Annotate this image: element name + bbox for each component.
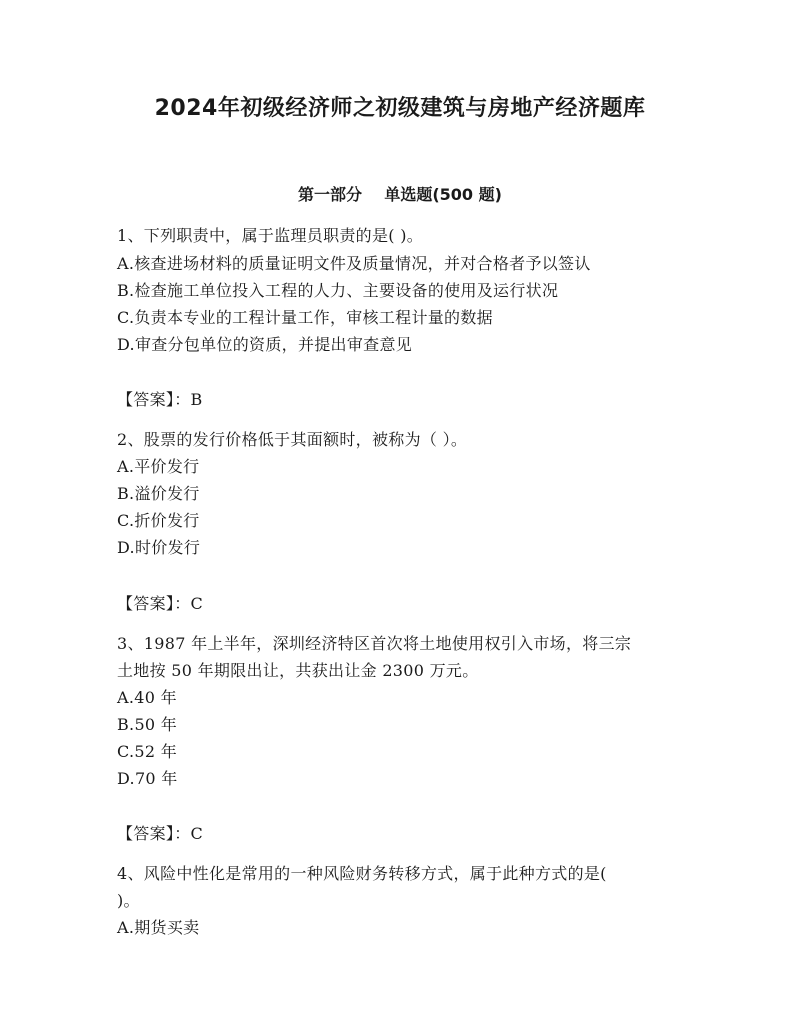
- question-1-option-c: C.负责本专业的工程计量工作，审核工程计量的数据: [117, 308, 493, 327]
- section-heading: 第一部分 单选题(500 题): [298, 185, 502, 204]
- question-2-option-d: D.时价发行: [117, 538, 201, 557]
- answer-value: B: [190, 390, 203, 409]
- question-3-answer: [117, 822, 203, 846]
- answer-label: 【答案】：: [117, 824, 191, 843]
- question-1-stem: 1、下列职责中，属于监理员职责的是( )。: [117, 226, 424, 245]
- question-3-option-b: B.50 年: [117, 715, 178, 734]
- answer-value: C: [190, 594, 204, 613]
- answer-label: 【答案】：: [117, 390, 191, 409]
- answer-value: C: [190, 824, 204, 843]
- question-4-stem-line-2: )。: [117, 891, 140, 910]
- question-1-option-a: A.核查进场材料的质量证明文件及质量情况，并对合格者予以签认: [117, 254, 591, 273]
- question-3-stem-line-2: 土地按 50 年期限出让，共获出让金 2300 万元。: [117, 661, 479, 680]
- question-1-option-b: B.检查施工单位投入工程的人力、主要设备的使用及运行状况: [117, 281, 559, 300]
- answer-label: 【答案】：: [117, 594, 191, 613]
- question-3-option-d: D.70 年: [117, 769, 178, 788]
- question-3-stem-line-1: 3、1987 年上半年，深圳经济特区首次将土地使用权引入市场，将三宗: [117, 634, 632, 653]
- question-2-option-c: C.折价发行: [117, 511, 200, 530]
- question-2-answer: [117, 592, 203, 616]
- question-2-option-b: B.溢价发行: [117, 484, 200, 503]
- question-3-option-a: A.40 年: [117, 688, 177, 707]
- question-1-answer: [117, 388, 203, 412]
- question-3-option-c: C.52 年: [117, 742, 178, 761]
- question-1-option-d: D.审查分包单位的资质，并提出审查意见: [117, 335, 413, 354]
- question-4-stem-line-1: 4、风险中性化是常用的一种风险财务转移方式，属于此种方式的是(: [117, 864, 607, 883]
- document-title: 2024年初级经济师之初级建筑与房地产经济题库: [154, 96, 646, 121]
- question-2-stem: 2、股票的发行价格低于其面额时，被称为（ ）。: [117, 430, 468, 449]
- question-2-option-a: A.平价发行: [117, 457, 200, 476]
- question-4-option-a: A.期货买卖: [117, 918, 200, 937]
